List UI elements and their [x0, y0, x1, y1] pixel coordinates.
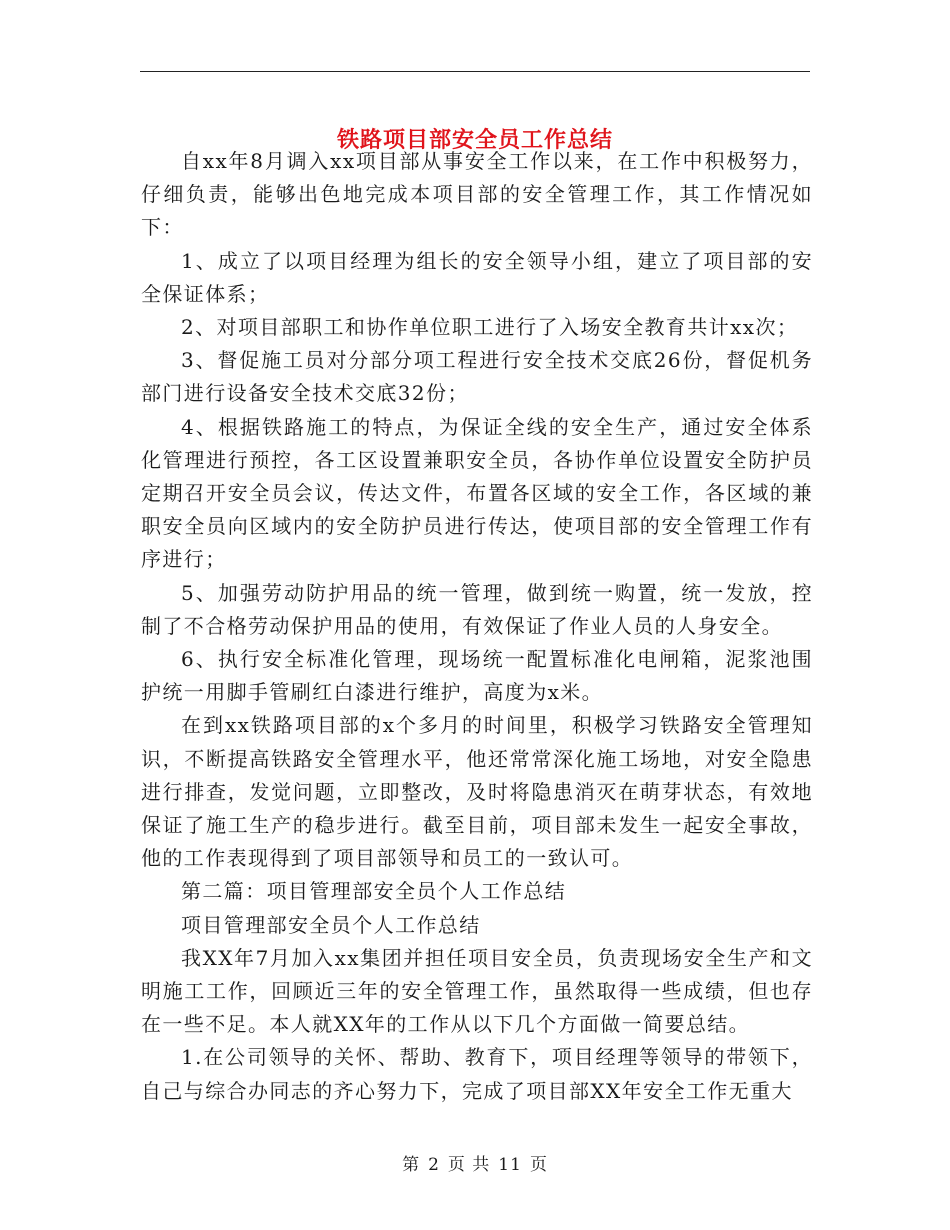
footer-suffix: 页: [529, 1155, 548, 1175]
footer-prefix: 第: [402, 1155, 421, 1175]
page-number: 2: [428, 1155, 440, 1175]
footer-middle: 页 共: [447, 1155, 491, 1175]
paragraph: 4、根据铁路施工的特点，为保证全线的安全生产，通过安全体系化管理进行预控，各工区设置兼职安全员，各协作单位设置安全防护员定期召开安全员会议，传达文件，布置各区域的安全工作，各区域的兼职安全员向区域内的安全防护员进行传达，使项目部的安全管理工作有序进行；: [141, 414, 813, 572]
paragraph: 3、督促施工员对分部分项工程进行安全技术交底26份，督促机务部门进行设备安全技术交底32份；: [141, 348, 813, 406]
page-footer: [0, 1153, 950, 1177]
section-heading: 第二篇：项目管理部安全员个人工作总结: [181, 879, 567, 904]
document-title: 铁路项目部安全员工作总结: [336, 126, 613, 153]
paragraph: 自xx年8月调入xx项目部从事安全工作以来，在工作中积极努力，仔细负责，能够出色地完成本项目部的安全管理工作，其工作情况如下：: [141, 149, 813, 240]
paragraph: 2、对项目部职工和协作单位职工进行了入场安全教育共计xx次；: [181, 315, 799, 340]
header-rule: [140, 71, 810, 72]
paragraph: 我XX年7月加入xx集团并担任项目安全员，负责现场安全生产和文明施工工作，回顾近三年的安全管理工作，虽然取得一些成绩，但也存在一些不足。本人就XX年的工作从以下几个方面做一简要总结。: [141, 945, 813, 1037]
paragraph: 5、加强劳动防护用品的统一管理，做到统一购置，统一发放，控制了不合格劳动保护用品的使用，有效保证了作业人员的人身安全。: [141, 580, 813, 638]
paragraph: 6、执行安全标准化管理，现场统一配置标准化电闸箱，泥浆池围护统一用脚手管刷红白漆进行维护，高度为x米。: [141, 647, 813, 705]
paragraph: 1、成立了以项目经理为组长的安全领导小组，建立了项目部的安全保证体系；: [141, 248, 813, 306]
page-total: 11: [498, 1155, 522, 1175]
document-body: [141, 145, 813, 1108]
paragraph: 在到xx铁路项目部的x个多月的时间里，积极学习铁路安全管理知识，不断提高铁路安全管理水平，他还常常深化施工场地，对安全隐患进行排查，发觉问题，立即整改，及时将隐患消灭在萌芽状态，有效地保证了施工生产的稳步进行。截至目前，项目部未发生一起安全事故，他的工作表现得到了项目部领导和员工的一致认可。: [141, 713, 813, 871]
section-subtitle: 项目管理部安全员个人工作总结: [181, 912, 481, 937]
paragraph: 1.在公司领导的关怀、帮助、教育下，项目经理等领导的带领下，自己与综合办同志的齐心努力下，完成了项目部XX年安全工作无重大: [141, 1045, 813, 1103]
